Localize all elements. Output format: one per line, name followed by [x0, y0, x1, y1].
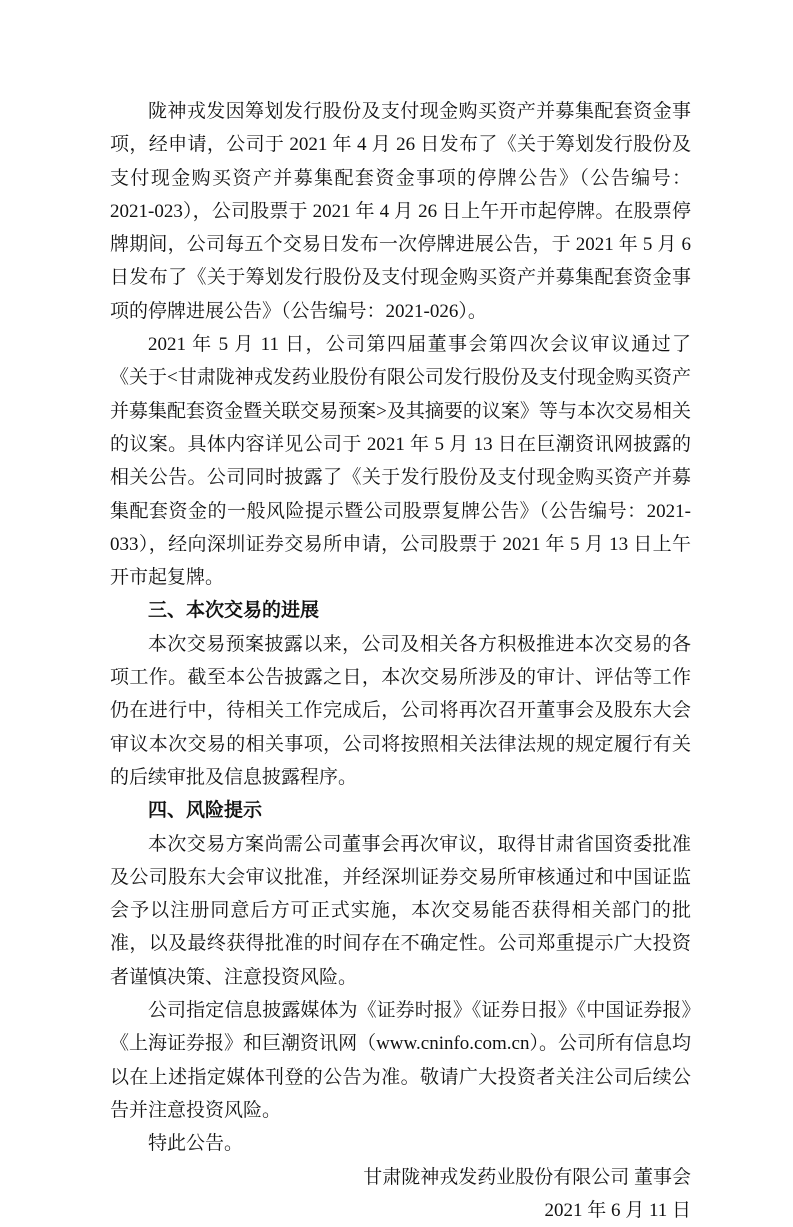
paragraph-risk-notice: 本次交易方案尚需公司董事会再次审议，取得甘肃省国资委批准及公司股东大会审议批准，并经深圳证券交易所审核通过和中国证监会予以注册同意后方可正式实施，本次交易能否获得相关部门的批准，以及最终获得批准的时间存在不确定性。公司郑重提示广大投资者谨慎决策、注意投资风险。: [110, 833, 691, 988]
closing-statement: 特此公告。: [148, 1133, 244, 1155]
paragraph-suspension-history: 陇神戎发因筹划发行股份及支付现金购买资产并募集配套资金事项，经申请，公司于 2021 年 4 月 26 日发布了《关于筹划发行股份及支付现金购买资产并募集配套资金事项的停牌公告》（公告编号：2021-023），公司股票于 2021 年 4 月 26 日上午开市起停牌。在股票停牌期间，公司每五个交易日发布一次停牌进展公告，于 2021 年 5 月 6 日发布了《关于筹划发行股份及支付现金购买资产并募集配套资金事项的停牌进展公告》（公告编号：2021-026）。: [110, 101, 691, 322]
signature-date: 2021 年 6 月 11 日: [544, 1199, 691, 1221]
paragraph-board-meeting: 2021 年 5 月 11 日，公司第四届董事会第四次会议审议通过了《关于<甘肃陇神戎发药业股份有限公司发行股份及支付现金购买资产并募集配套资金暨关联交易预案>及其摘要的议案》等与本次交易相关的议案。具体内容详见公司于 2021 年 5 月 13 日在巨潮资讯网披露的相关公告。公司同时披露了《关于发行股份及支付现金购买资产并募集配套资金的一般风险提示暨公司股票复牌公告》（公告编号：2021-033），经向深圳证券交易所申请，公司股票于 2021 年 5 月 13 日上午开市起复牌。: [110, 334, 691, 589]
section-heading-transaction-progress: 三、本次交易的进展: [148, 600, 320, 622]
signature-company: 甘肃陇神戎发药业股份有限公司 董事会: [363, 1166, 691, 1188]
paragraph-transaction-progress: 本次交易预案披露以来，公司及相关各方积极推进本次交易的各项工作。截至本公告披露之日，本次交易所涉及的审计、评估等工作仍在进行中，待相关工作完成后，公司将再次召开董事会及股东大会审议本次交易的相关事项，公司将按照相关法律法规的规定履行有关的后续审批及信息披露程序。: [110, 633, 691, 788]
paragraph-disclosure-media: 公司指定信息披露媒体为《证券时报》《证券日报》《中国证券报》《上海证券报》和巨潮资讯网（www.cninfo.com.cn）。公司所有信息均以在上述指定媒体刊登的公告为准。敬请广大投资者关注公司后续公告并注意投资风险。: [110, 1000, 691, 1121]
section-heading-risk-notice: 四、风险提示: [148, 800, 263, 822]
